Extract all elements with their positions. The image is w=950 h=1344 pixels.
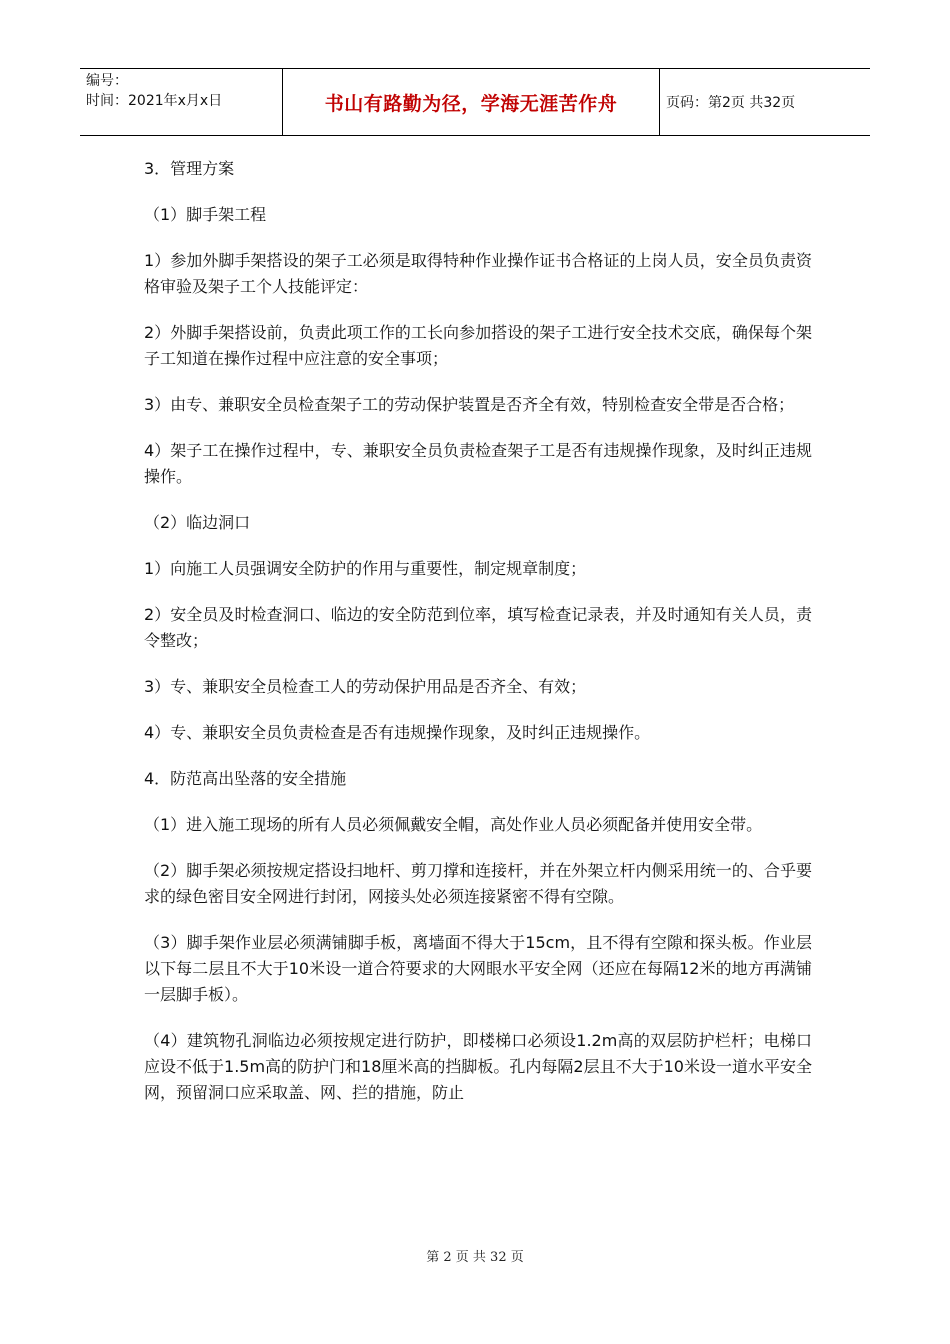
document-body <box>144 156 812 1126</box>
header-info-cell <box>80 69 283 135</box>
section-heading: 4．防范高出坠落的安全措施 <box>144 769 347 788</box>
page-header <box>80 68 870 136</box>
number-label: 编号： <box>86 73 128 89</box>
paragraph: （4）建筑物孔洞临边必须按规定进行防护，即楼梯口必须设1.2m高的双层防护栏杆；电梯口应设不低于1.5m高的防护门和18厘米高的挡脚板。孔内每隔2层且不大于10米设一道水平安全网，预留洞口应采取盖、网、拦的措施，防止 <box>144 1031 812 1102</box>
paragraph: （2）脚手架必须按规定搭设扫地杆、剪刀撑和连接杆，并在外架立杆内侧采用统一的、合乎要求的绿色密目安全网进行封闭，网接头处必须连接紧密不得有空隙。 <box>144 861 812 906</box>
paragraph: （1）进入施工现场的所有人员必须佩戴安全帽，高处作业人员必须配备并使用安全带。 <box>144 815 763 834</box>
paragraph: （3）脚手架作业层必须满铺脚手板，离墙面不得大于15cm，且不得有空隙和探头板。作业层以下每二层且不大于10米设一道合符要求的大网眼水平安全网（还应在每隔12米的地方再满铺一层脚手板）。 <box>144 933 812 1004</box>
subsection-heading: （2）临边洞口 <box>144 513 251 532</box>
header-page-cell <box>660 69 870 135</box>
paragraph: 3）由专、兼职安全员检查架子工的劳动保护装置是否齐全有效，特别检查安全带是否合格； <box>144 395 795 414</box>
paragraph: 4）架子工在操作过程中，专、兼职安全员负责检查架子工是否有违规操作现象，及时纠正违规操作。 <box>144 441 812 486</box>
paragraph: 2）外脚手架搭设前，负责此项工作的工长向参加搭设的架子工进行安全技术交底，确保每个架子工知道在操作过程中应注意的安全事项； <box>144 323 812 368</box>
paragraph: 1）向施工人员强调安全防护的作用与重要性，制定规章制度； <box>144 559 587 578</box>
paragraph: 4）专、兼职安全员负责检查是否有违规操作现象，及时纠正违规操作。 <box>144 723 651 742</box>
paragraph: 3）专、兼职安全员检查工人的劳动保护用品是否齐全、有效； <box>144 677 587 696</box>
paragraph: 2）安全员及时检查洞口、临边的安全防范到位率，填写检查记录表，并及时通知有关人员，责令整改； <box>144 605 812 650</box>
header-motto-cell <box>283 69 660 135</box>
time-label: 时间：2021年x月x日 <box>86 93 223 109</box>
paragraph: 1）参加外脚手架搭设的架子工必须是取得特种作业操作证书合格证的上岗人员，安全员负责资格审验及架子工个人技能评定： <box>144 251 812 296</box>
subsection-heading: （1）脚手架工程 <box>144 205 267 224</box>
section-heading: 3．管理方案 <box>144 159 235 178</box>
page-footer: 第 2 页 共 32 页 <box>426 1250 524 1265</box>
motto-text: 书山有路勤为径，学海无涯苦作舟 <box>324 92 618 115</box>
page-code: 页码：第2页 共32页 <box>666 95 796 111</box>
